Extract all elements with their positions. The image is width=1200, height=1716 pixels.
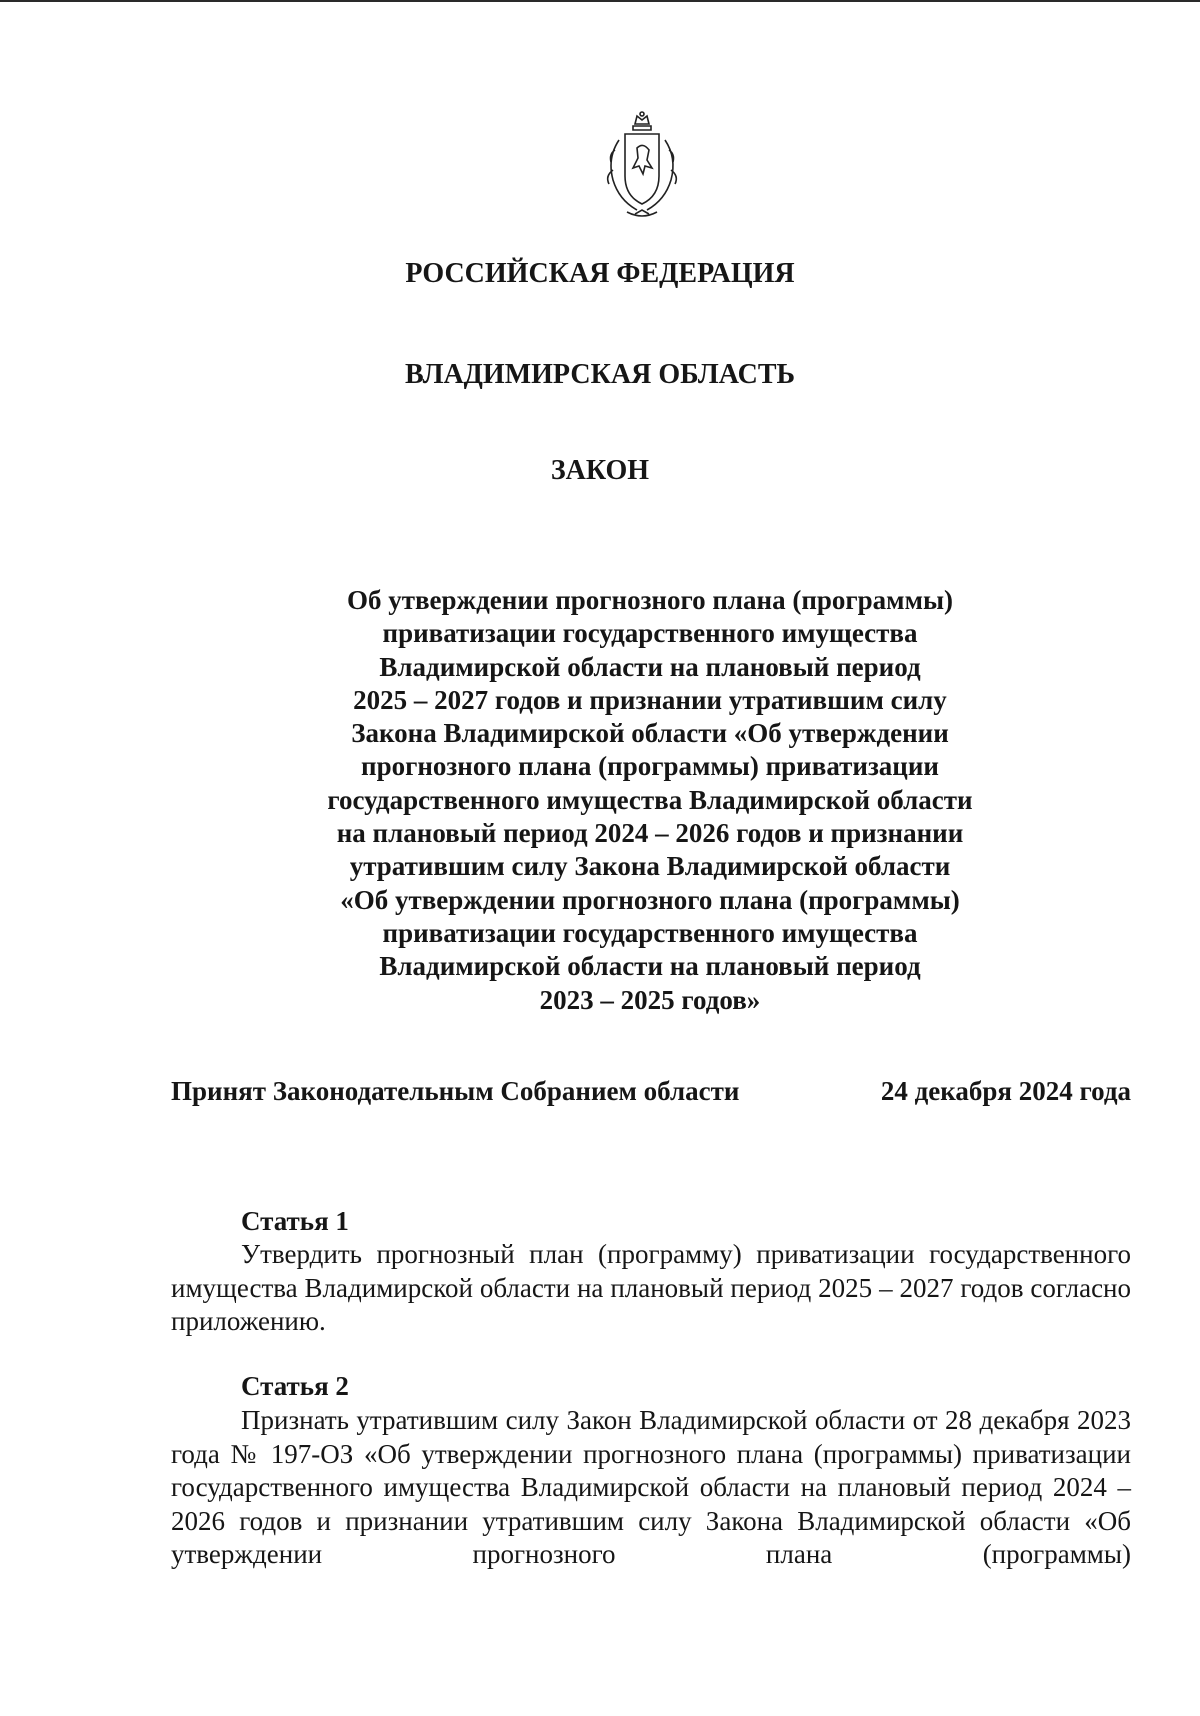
adoption-date: 24 декабря 2024 года [880, 1076, 1131, 1106]
title-line: государственного имущества Владимирской области [327, 784, 973, 815]
title-line: на плановый период 2024 – 2026 годов и признании [336, 818, 964, 849]
title-line: приватизации государственного имущества [382, 618, 918, 649]
coat-of-arms-icon [597, 110, 687, 222]
title-line: приватизации государственного имущества [382, 917, 918, 948]
law-title [300, 584, 1000, 1017]
title-line: утратившим силу Закона Владимирской области [349, 851, 951, 882]
adoption-line [171, 1076, 1131, 1107]
title-line: «Об утверждении прогнозного плана (программы) [340, 884, 960, 915]
article-2-text: Признать утратившим силу Закон Владимирской области от 28 декабря 2023 года № 197-ОЗ «Об утверждении прогнозного плана (программы) приватизации государственного имущества Владимирской области на плановый период 2024 – 2026 годов и признании утратившим силу Закона Владимирской области «Об утверждении прогнозного плана (программы) [171, 1405, 1131, 1570]
article-2-heading: Статья 2 [241, 1371, 349, 1401]
doc-type-heading: ЗАКОН [550, 455, 650, 486]
title-line: Об утверждении прогнозного плана (программы) [346, 585, 954, 615]
article-1-heading: Статья 1 [241, 1206, 349, 1236]
title-line: Владимирской области на плановый период [379, 951, 921, 982]
title-line: прогнозного плана (программы) приватизации [361, 751, 939, 782]
article-1-body [171, 1238, 1131, 1339]
article-1-text: Утвердить прогнозный план (программу) приватизации государственного имущества Владимирской области на плановый период 2025 – 2027 годов согласно приложению. [171, 1239, 1131, 1337]
title-line: 2023 – 2025 годов» [539, 984, 761, 1015]
adoption-label: Принят Законодательным Собранием области [171, 1076, 740, 1106]
title-line: 2025 – 2027 годов и признании утратившим силу [353, 684, 947, 715]
scan-edge-line [0, 0, 1200, 2]
country-heading: РОССИЙСКАЯ ФЕДЕРАЦИЯ [405, 258, 795, 289]
article-2-body [171, 1404, 1131, 1572]
title-line: Закона Владимирской области «Об утверждении [351, 718, 949, 749]
title-line: Владимирской области на плановый период [379, 651, 921, 682]
region-heading: ВЛАДИМИРСКАЯ ОБЛАСТЬ [404, 359, 796, 390]
